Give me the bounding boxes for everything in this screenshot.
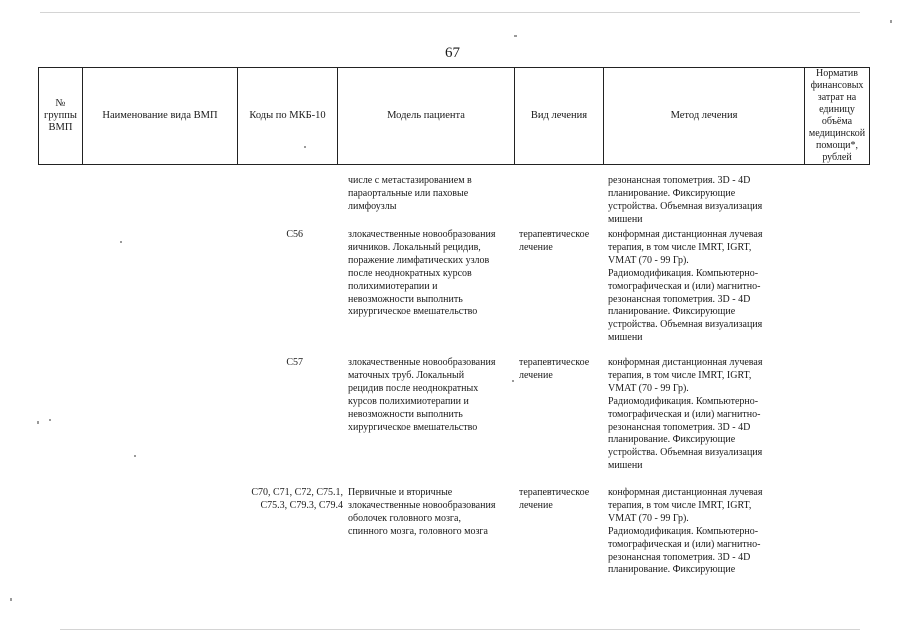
row-treatment-method: конформная дистанционная лучевая терапия, в том числе IMRT, IGRT, VMAT (70 - 99 Гр). Радиомодификация. Компьютерно- томографическая и (или) магнитно- резонансная топометрия. 3D - 4D планирование. Фиксирующие: [608, 487, 763, 576]
scan-edge-top: [40, 12, 860, 13]
header-treatment-method: Метод лечения: [604, 68, 805, 165]
header-financial-norm: Норматив финансовых затрат на единицу объёма медицинской помощи*, рублей: [805, 68, 870, 165]
scan-speck: [890, 20, 892, 23]
row-icd-codes: C56: [286, 229, 303, 240]
page-number: 67: [445, 45, 460, 61]
scan-speck: [120, 241, 122, 243]
header-group-number: № группы ВМП: [39, 68, 83, 165]
continuation-patient-model: числе с метастазированием в параортальные или паховые лимфоузлы: [348, 175, 472, 212]
header-vmp-name: Наименование вида ВМП: [83, 68, 238, 165]
continuation-treatment-method: резонансная топометрия. 3D - 4D планирование. Фиксирующие устройства. Объемная визуализация мишени: [608, 175, 763, 225]
header-icd-codes: Коды по МКБ-10: [238, 68, 338, 165]
scan-edge-bottom: [60, 629, 860, 630]
scan-speck: [49, 419, 51, 421]
row-treatment-method: конформная дистанционная лучевая терапия, в том числе IMRT, IGRT, VMAT (70 - 99 Гр). Радиомодификация. Компьютерно- томографическая и (или) магнитно- резонансная топометрия. 3D - 4D планирование. Фиксирующие устройства. Объемная визуализация мишени: [608, 229, 763, 344]
scan-speck: [37, 421, 39, 424]
scan-speck: [134, 455, 136, 457]
header-patient-model: Модель пациента: [338, 68, 515, 165]
header-treatment-type: Вид лечения: [515, 68, 604, 165]
scan-speck: [514, 35, 517, 37]
row-treatment-type: терапевтическое лечение: [519, 357, 590, 381]
row-patient-model: злокачественные новообразования маточных труб. Локальный рецидив после неоднократных курсов полихимиотерапии и невозможности выполнить хирургическое вмешательство: [348, 357, 496, 433]
row-patient-model: злокачественные новообразования яичников. Локальный рецидив, поражение лимфатических узлов после неоднократных курсов полихимиотерапии и невозможности выполнить хирургическое вмешательство: [348, 229, 496, 318]
row-treatment-method: конформная дистанционная лучевая терапия, в том числе IMRT, IGRT, VMAT (70 - 99 Гр). Радиомодификация. Компьютерно- томографическая и (или) магнитно- резонансная топометрия. 3D - 4D планирование. Фиксирующие устройства. Объемная визуализация мишени: [608, 357, 763, 472]
row-treatment-type: терапевтическое лечение: [519, 487, 590, 511]
row-patient-model: Первичные и вторичные злокачественные новообразования оболочек головного мозга, спинного мозга, головного мозга: [348, 487, 496, 537]
scan-speck: [10, 598, 12, 601]
row-icd-codes: C57: [286, 357, 303, 368]
row-icd-codes: C70, C71, C72, C75.1, C75.3, C79.3, C79.4: [251, 487, 343, 511]
table-header: [38, 67, 870, 165]
row-treatment-type: терапевтическое лечение: [519, 229, 590, 253]
